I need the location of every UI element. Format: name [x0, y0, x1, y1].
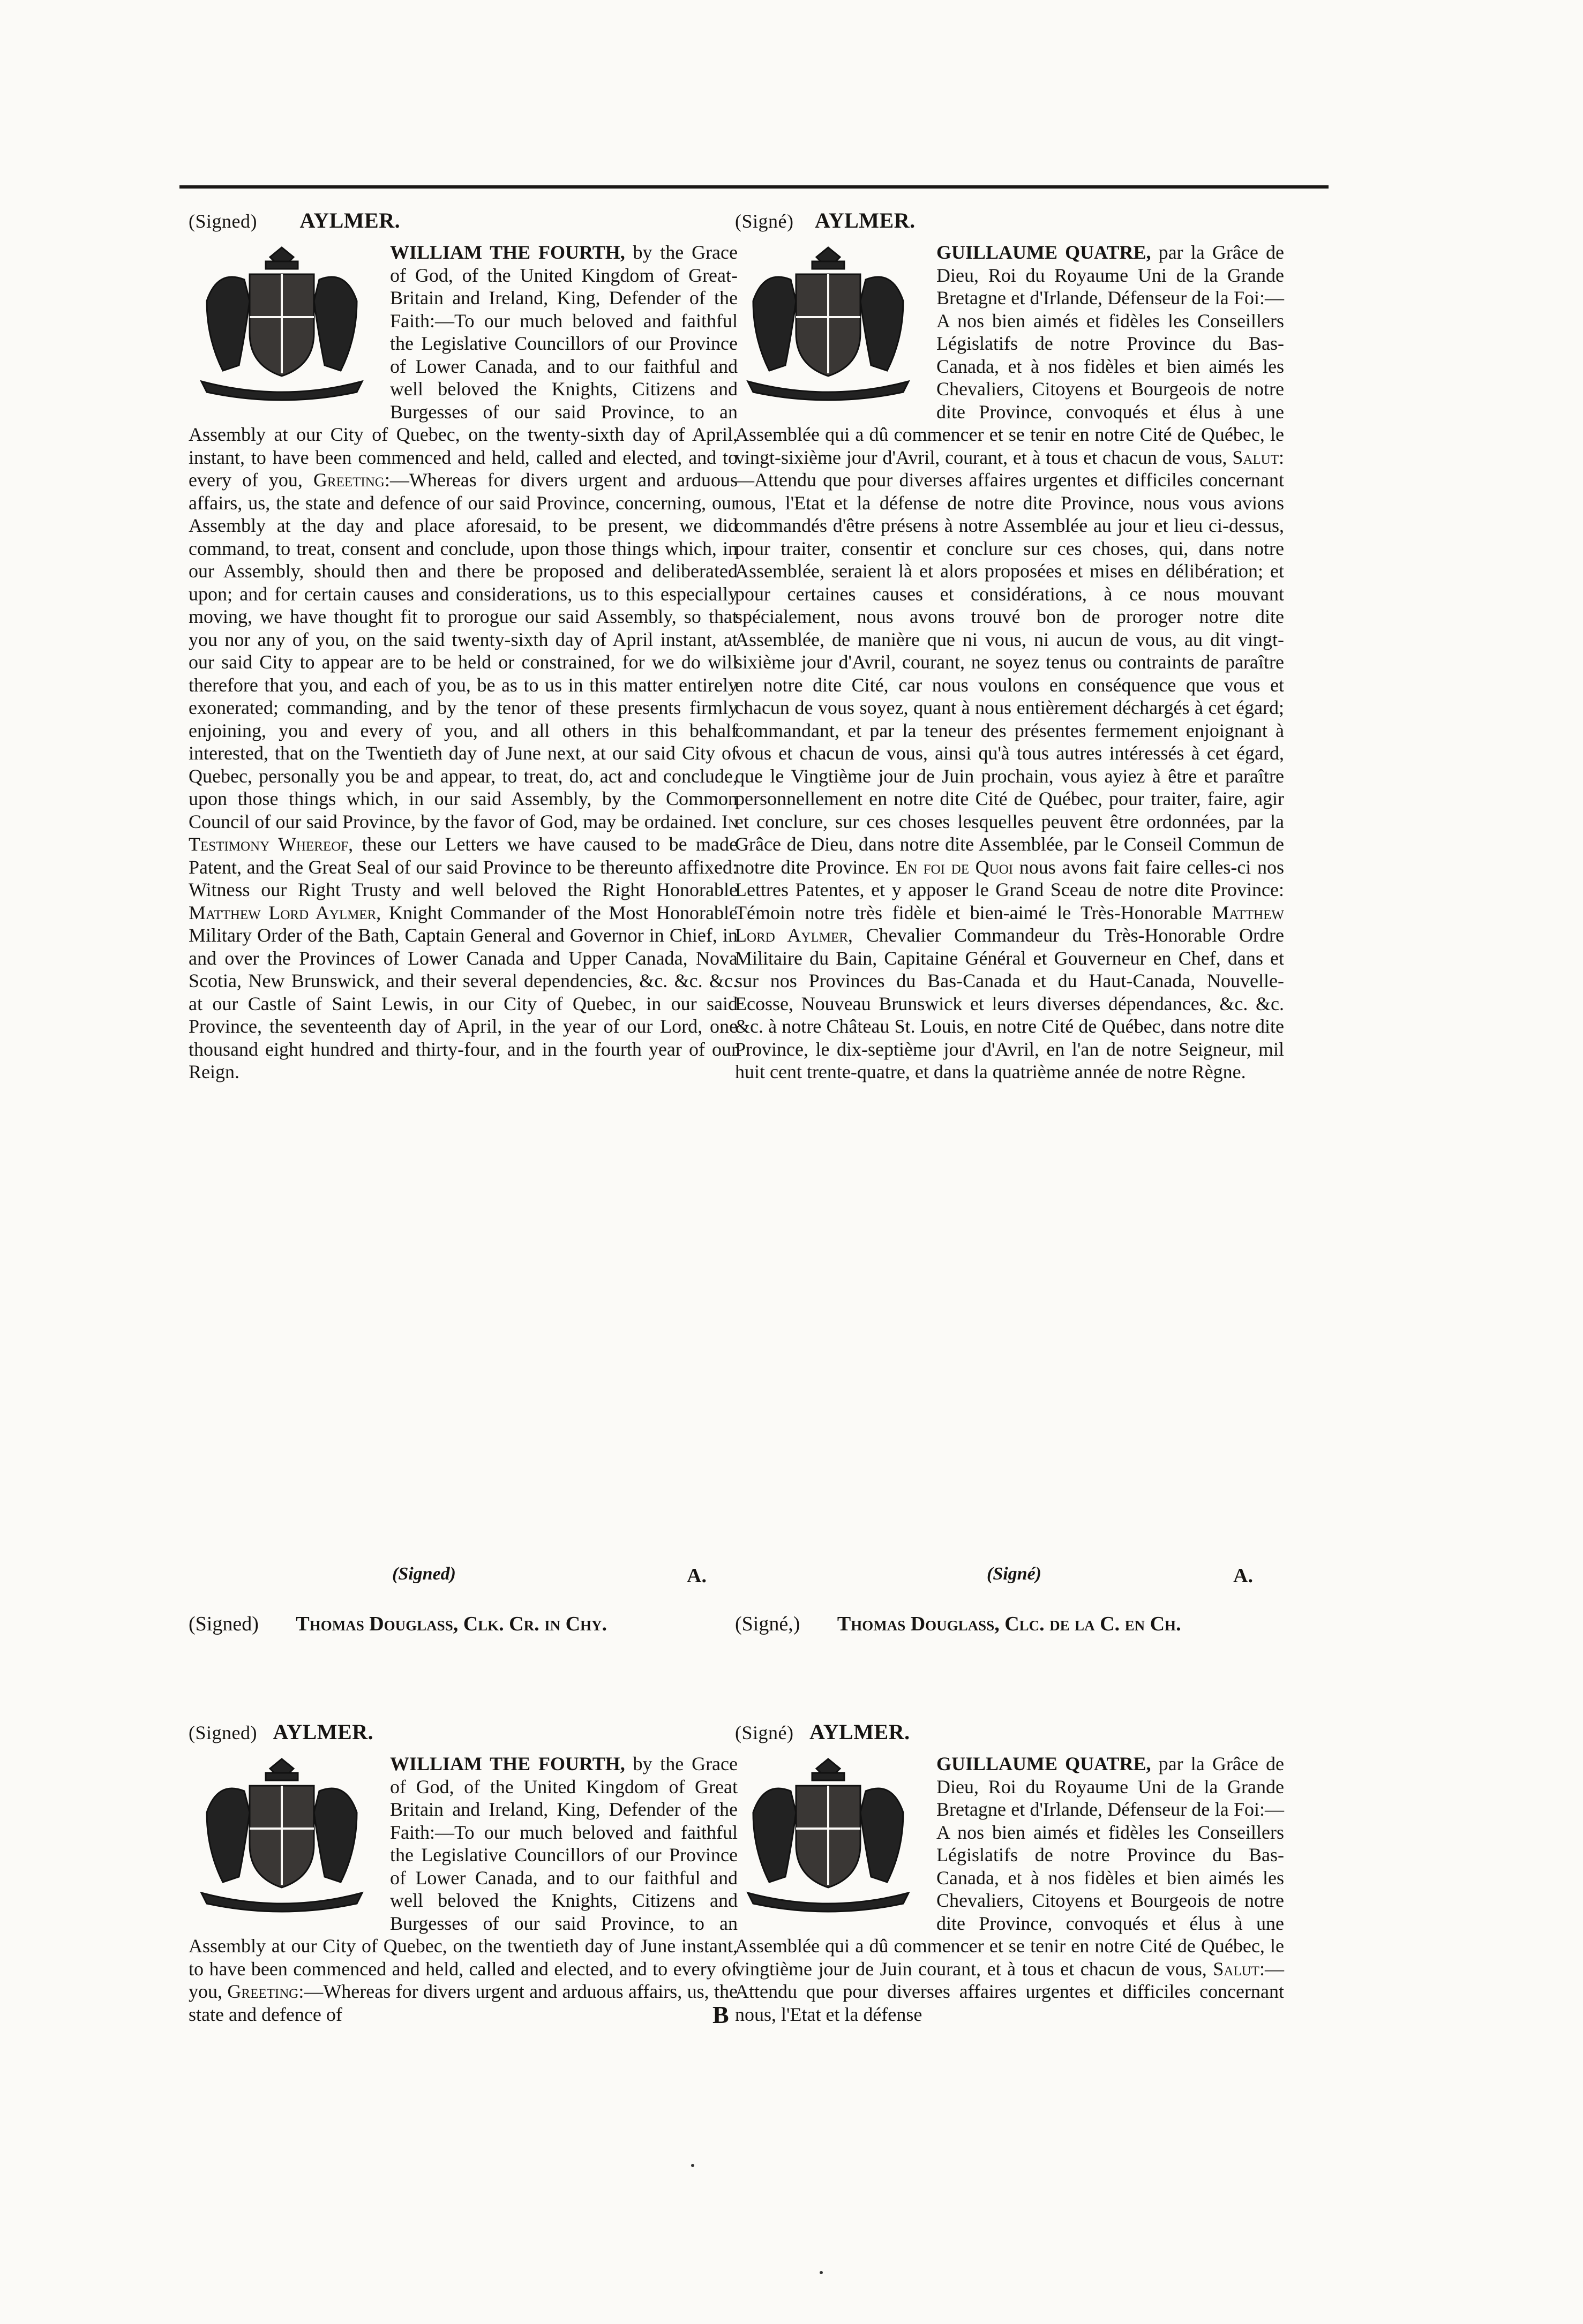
signed-label: (Signed)	[189, 1722, 257, 1743]
text-part-3: these our Letters we have caused to be made Patent, and the Great Seal of our said Province to be thereunto affixed: Witness our Right Trusty and well beloved the Right Honorable	[189, 833, 738, 900]
signed-header	[189, 1719, 738, 1743]
lord-name: Matthew Lord Aylmer,	[189, 901, 381, 923]
salut-word: Salut	[1232, 446, 1279, 468]
text-part-1: by the Grace of God, of the United Kingdom of Great-Britain and Ireland, King, Defender of the Faith:—To our much beloved and faithful the Legislative Councillors of our Province of Lower Canada, and to our faithful and well beloved the Knights, Citizens and Burgesses of our said Province, to an Assembly at our City of Quebec, on the twenty-sixth day of April, instant, to have been commenced and held, called and elected, and to every of you,	[189, 242, 738, 491]
testimony-phrase: In Testimony Whereof,	[189, 810, 738, 855]
signed-name: AYLMER.	[299, 208, 401, 232]
signed-label: (Signé)	[735, 1722, 794, 1743]
signed-name: AYLMER.	[273, 1720, 374, 1744]
signature-label: (Signé)	[987, 1564, 1041, 1584]
clerk-name: Thomas Douglass, Clk. Cr. in Chy.	[296, 1613, 607, 1635]
signature-initial: A.	[687, 1565, 707, 1587]
clerk-signature	[189, 1612, 738, 1639]
text-part-4: Chevalier Commandeur du Très-Honorable Ordre Militaire du Bain, Capitaine Général et Gouverneur en Chef, dans et sur nos Provinces du Bas-Canada et du Haut-Canada, Nouvelle-Ecosse, Nouveau Brunswick et leurs diverses dépendances, &c. &c. &c. à notre Château St. Louis, en notre Cité de Québec, dans notre dite Province, le dix-septième jour d'Avril, en l'an de notre Seigneur, mil huit cent trente-quatre, et dans la quatrième année de notre Règne.	[735, 924, 1284, 1082]
text-part-2: :—Whereas for divers urgent and arduous affairs, us, the state and defence of	[189, 1981, 738, 2025]
signed-header	[189, 208, 738, 231]
text-part-4: Knight Commander of the Most Honorable Military Order of the Bath, Captain General and Governor in Chief, in and over the Provinces of Lower Canada and Upper Canada, Nova Scotia, New Brunswick, and their several dependencies, &c. &c. &c. at our Castle of Saint Lewis, in our City of Quebec, in our said Province, the seventeenth day of April, in the year of our Lord, one thousand eight hundred and thirty-four, and in the fourth year of our Reign.	[189, 901, 738, 1082]
signed-name: AYLMER.	[814, 208, 916, 232]
en-foi-phrase: En foi de Quoi	[895, 856, 1014, 878]
proclamation-text	[735, 241, 1284, 1564]
top-rule	[179, 185, 1329, 189]
text-part-2: :—Whereas for divers urgent and arduous affairs, us, the state and defence of our said Province, concerning, our Assembly at the day and place aforesaid, to be present, we did command, to treat, consent and conclude, upon those things which, in our Assembly, should then and there be proposed and deliberated upon; and for certain causes and considerations, us to this especially moving, we have thought fit to prorogue our said Assembly, so that you nor any of you, on the said twenty-sixth day of April instant, at our said City to appear are to be held or constrained, for we do will therefore that you, and each of you, be as to us in this matter entirely exonerated; commanding, and by the tenor of these presents firmly enjoining, you and every of you, and all others in this behalf interested, that on the Twentieth day of June next, at our said City of Quebec, personally you be and appear, to treat, do, act and conclude, upon those things which, in our said Assembly, by the Common Council of our said Province, by the favor of God, may be ordained.	[189, 469, 738, 832]
proclamation-text	[189, 1753, 738, 2026]
french-proclamation-2	[735, 1719, 1284, 2026]
proclamation-text	[189, 241, 738, 1564]
clerk-signed-label: (Signé,)	[735, 1613, 800, 1635]
signed-name: AYLMER.	[809, 1720, 910, 1744]
king-name-lead: WILLIAM THE FOURTH,	[390, 242, 625, 263]
royal-coat-of-arms-icon	[732, 1748, 925, 1914]
signed-header	[735, 1719, 1284, 1743]
king-name-lead: WILLIAM THE FOURTH,	[390, 1753, 625, 1774]
signature-row	[189, 1564, 738, 1591]
king-name-lead: GUILLAUME QUATRE,	[936, 1753, 1151, 1774]
signed-label: (Signed)	[189, 210, 257, 232]
signed-label: (Signé)	[735, 210, 794, 232]
clerk-name: Thomas Douglass, Clc. de la C. en Ch.	[837, 1613, 1181, 1635]
proclamation-text	[735, 1753, 1284, 2026]
signed-header	[735, 208, 1284, 231]
english-proclamation-1	[189, 208, 738, 1639]
text-part-1: par la Grâce de Dieu, Roi du Royaume Uni de la Grande Bretagne et d'Irlande, Défenseur de la Foi:—A nos bien aimés et fidèles les Conseillers Législatifs de notre Province du Bas-Canada, et à nos fidèles et bien aimés les Chevaliers, Citoyens et Bourgeois de notre dite Province, convoqués et élus à une Assemblée qui a dû commencer et se tenir en notre Cité de Québec, le vingtième jour de Juin courant, et à tous et chacun de vous,	[735, 1753, 1284, 1980]
signature-initial: A.	[1233, 1565, 1253, 1587]
text-part-2: :—Attendu que pour diverses affaires urgentes et difficiles concernant nous, l'Etat et la défense	[735, 1958, 1284, 2025]
speck-mark	[691, 2164, 694, 2167]
signature-row	[735, 1564, 1284, 1591]
signature-label: (Signed)	[392, 1564, 456, 1584]
text-part-3: nous avons fait faire celles-ci nos Lettres Patentes, et y apposer le Grand Sceau de notre dite Province: Témoin notre très fidèle et bien-aimé le Très-Honorable	[735, 856, 1284, 923]
greeting-word: Greeting	[227, 1981, 299, 2002]
speck-mark	[820, 2271, 823, 2274]
salut-word: Salut	[1213, 1958, 1259, 1980]
page-signature-marker: B	[712, 2001, 729, 2028]
king-name-lead: GUILLAUME QUATRE,	[936, 242, 1151, 263]
clerk-signature	[735, 1612, 1284, 1639]
text-part-1: by the Grace of God, of the United Kingdom of Great Britain and Ireland, King, Defender of the Faith:—To our much beloved and faithful the Legislative Councillors of our Province of Lower Canada, and to our faithful and well beloved the Knights, Citizens and Burgesses of our said Province, to an Assembly at our City of Quebec, on the twentieth day of June instant, to have been commenced and held, called and elected, and to every of you,	[189, 1753, 738, 2002]
greeting-word: Greeting	[313, 469, 385, 491]
royal-coat-of-arms-icon	[185, 237, 378, 403]
text-part-1: par la Grâce de Dieu, Roi du Royaume Uni de la Grande Bretagne et d'Irlande, Défenseur de la Foi:—A nos bien aimés et fidèles les Conseillers Législatifs de notre Province du Bas-Canada, et à nos fidèles et bien aimés les Chevaliers, Citoyens et Bourgeois de notre dite Province, convoqués et élus à une Assemblée qui a dû commencer et se tenir en notre Cité de Québec, le vingt-sixième jour d'Avril, courant, et à tous et chacun de vous,	[735, 242, 1284, 468]
french-column	[735, 208, 1284, 2026]
french-proclamation-1	[735, 208, 1284, 1639]
royal-coat-of-arms-icon	[185, 1748, 378, 1914]
royal-coat-of-arms-icon	[732, 237, 925, 403]
lord-name: Matthew Lord Aylmer,	[735, 901, 1284, 946]
english-column	[189, 208, 738, 2026]
text-part-2: :—Attendu que pour diverses affaires urgentes et difficiles concernant nous, l'Etat et la défense de notre dite Province, nous vous avions commandés d'être présens à notre Assemblée au jour et lieu ci-dessus, pour traiter, consentir et conclure sur ces choses, qui, dans notre Assemblée, seraient là et alors proposées et mises en délibération; et pour certaines causes et considérations, à ce nous mouvant spécialement, nous avons trouvé bon de proroger notre dite Assemblée, de manière que ni vous, ni aucun de vous, au dit vingt-sixième jour d'Avril, courant, ne soyez tenus ou contraints de paraître en notre dite Cité, car nous voulons en conséquence que vous et chacun de vous soyez, quant à nous entièrement déchargés à cet égard; commandant, et par la teneur des présentes fermement enjoignant à vous et chacun de vous, ainsi qu'à tous autres intéressés à cet égard, que le Vingtième jour de Juin prochain, vous ayiez à être et paraître personnellement en notre dite Cité de Québec, pour traiter, faire, agir et conclure, sur ces choses lesquelles peuvent être ordonnées, par la Grâce de Dieu, dans notre dite Assemblée, par le Conseil Commun de notre dite Province.	[735, 446, 1284, 878]
clerk-signed-label: (Signed)	[189, 1613, 259, 1635]
english-proclamation-2	[189, 1719, 738, 2026]
